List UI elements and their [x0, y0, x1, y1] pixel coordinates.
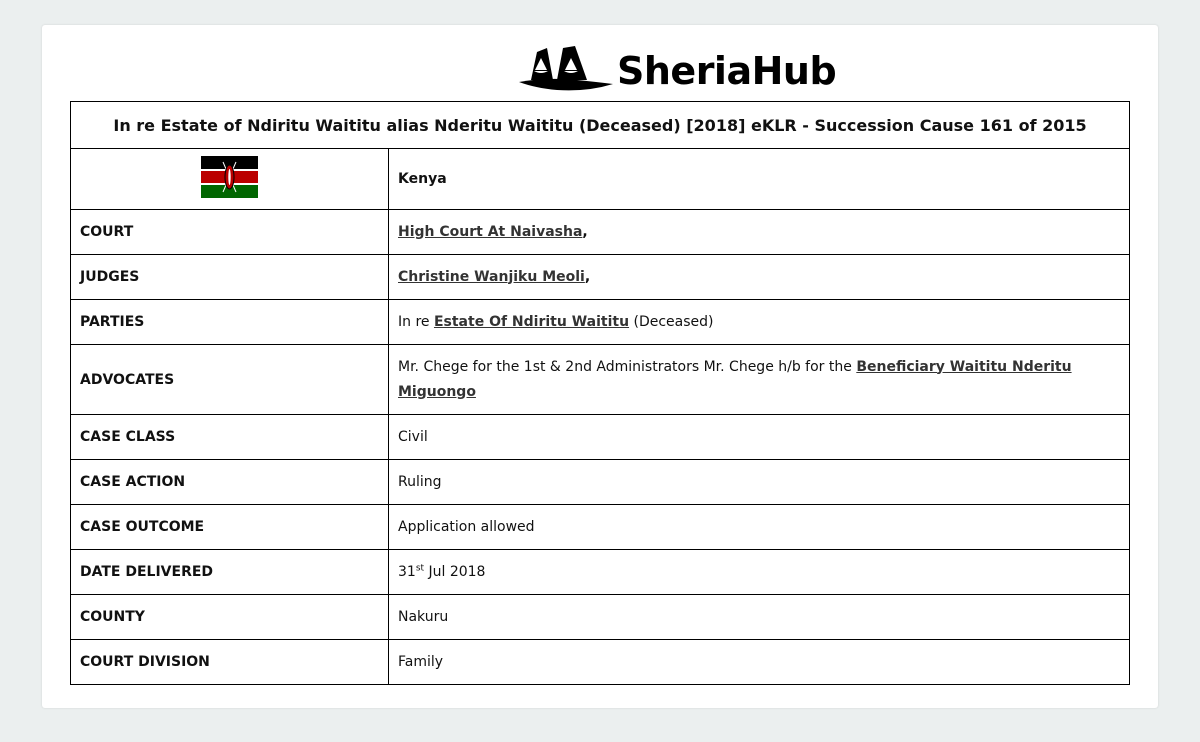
date-day: 31: [398, 563, 416, 580]
court-link[interactable]: High Court At Naivasha: [398, 223, 583, 240]
judges-row: [71, 255, 1130, 300]
court-value: [389, 210, 1130, 255]
county-value: Nakuru: [389, 595, 1130, 640]
advocates-prefix: Mr. Chege for the 1st & 2nd Administrators Mr. Chege h/b for the: [398, 358, 857, 375]
case-details-table: [70, 101, 1130, 685]
parties-link[interactable]: Estate Of Ndiritu Waititu: [433, 313, 630, 330]
date-delivered-row: [71, 550, 1130, 595]
advocates-value: [389, 345, 1130, 415]
country-row: [71, 149, 1130, 210]
advocates-row: [71, 345, 1130, 415]
flag-cell: [71, 149, 389, 210]
case-action-row: [71, 460, 1130, 505]
advocates-label: ADVOCATES: [71, 345, 389, 415]
beneficiary-link[interactable]: Beneficiary Waititu Nderitu Miguongo: [398, 358, 1072, 400]
court-label: COURT: [71, 210, 389, 255]
judges-label: JUDGES: [71, 255, 389, 300]
court-division-label: COURT DIVISION: [71, 640, 389, 685]
court-division-row: [71, 640, 1130, 685]
case-class-value: Civil: [389, 415, 1130, 460]
case-class-label: CASE CLASS: [71, 415, 389, 460]
case-card: [42, 25, 1158, 708]
case-outcome-label: CASE OUTCOME: [71, 505, 389, 550]
title-row: [71, 102, 1130, 149]
brand-name: SheriaHub: [617, 49, 837, 93]
judges-suffix: ,: [584, 268, 591, 285]
court-suffix: ,: [582, 223, 588, 240]
case-class-row: [71, 415, 1130, 460]
court-division-value: Family: [389, 640, 1130, 685]
parties-row: [71, 300, 1130, 345]
parties-label: PARTIES: [71, 300, 389, 345]
court-row: [71, 210, 1130, 255]
date-rest: Jul 2018: [424, 563, 486, 580]
case-title: In re Estate of Ndiritu Waititu alias Nderitu Waititu (Deceased) [2018] eKLR - Succession Cause 161 of 2015: [71, 102, 1130, 149]
case-action-value: Ruling: [389, 460, 1130, 505]
date-ordinal: st: [415, 562, 425, 573]
case-action-label: CASE ACTION: [71, 460, 389, 505]
county-row: [71, 595, 1130, 640]
date-delivered-value: [389, 550, 1130, 595]
county-label: COUNTY: [71, 595, 389, 640]
parties-prefix: In re: [398, 313, 434, 330]
judge-link[interactable]: Christine Wanjiku Meoli: [398, 268, 585, 285]
parties-suffix: (Deceased): [629, 313, 714, 330]
scales-of-justice-icon: [517, 44, 615, 92]
case-outcome-row: [71, 505, 1130, 550]
case-outcome-value: Application allowed: [389, 505, 1130, 550]
sheriahub-logo[interactable]: [517, 43, 836, 93]
kenya-flag-icon: [201, 156, 258, 198]
judges-value: [389, 255, 1130, 300]
country-name: Kenya: [389, 149, 1130, 210]
date-delivered-label: DATE DELIVERED: [71, 550, 389, 595]
parties-value: [389, 300, 1130, 345]
